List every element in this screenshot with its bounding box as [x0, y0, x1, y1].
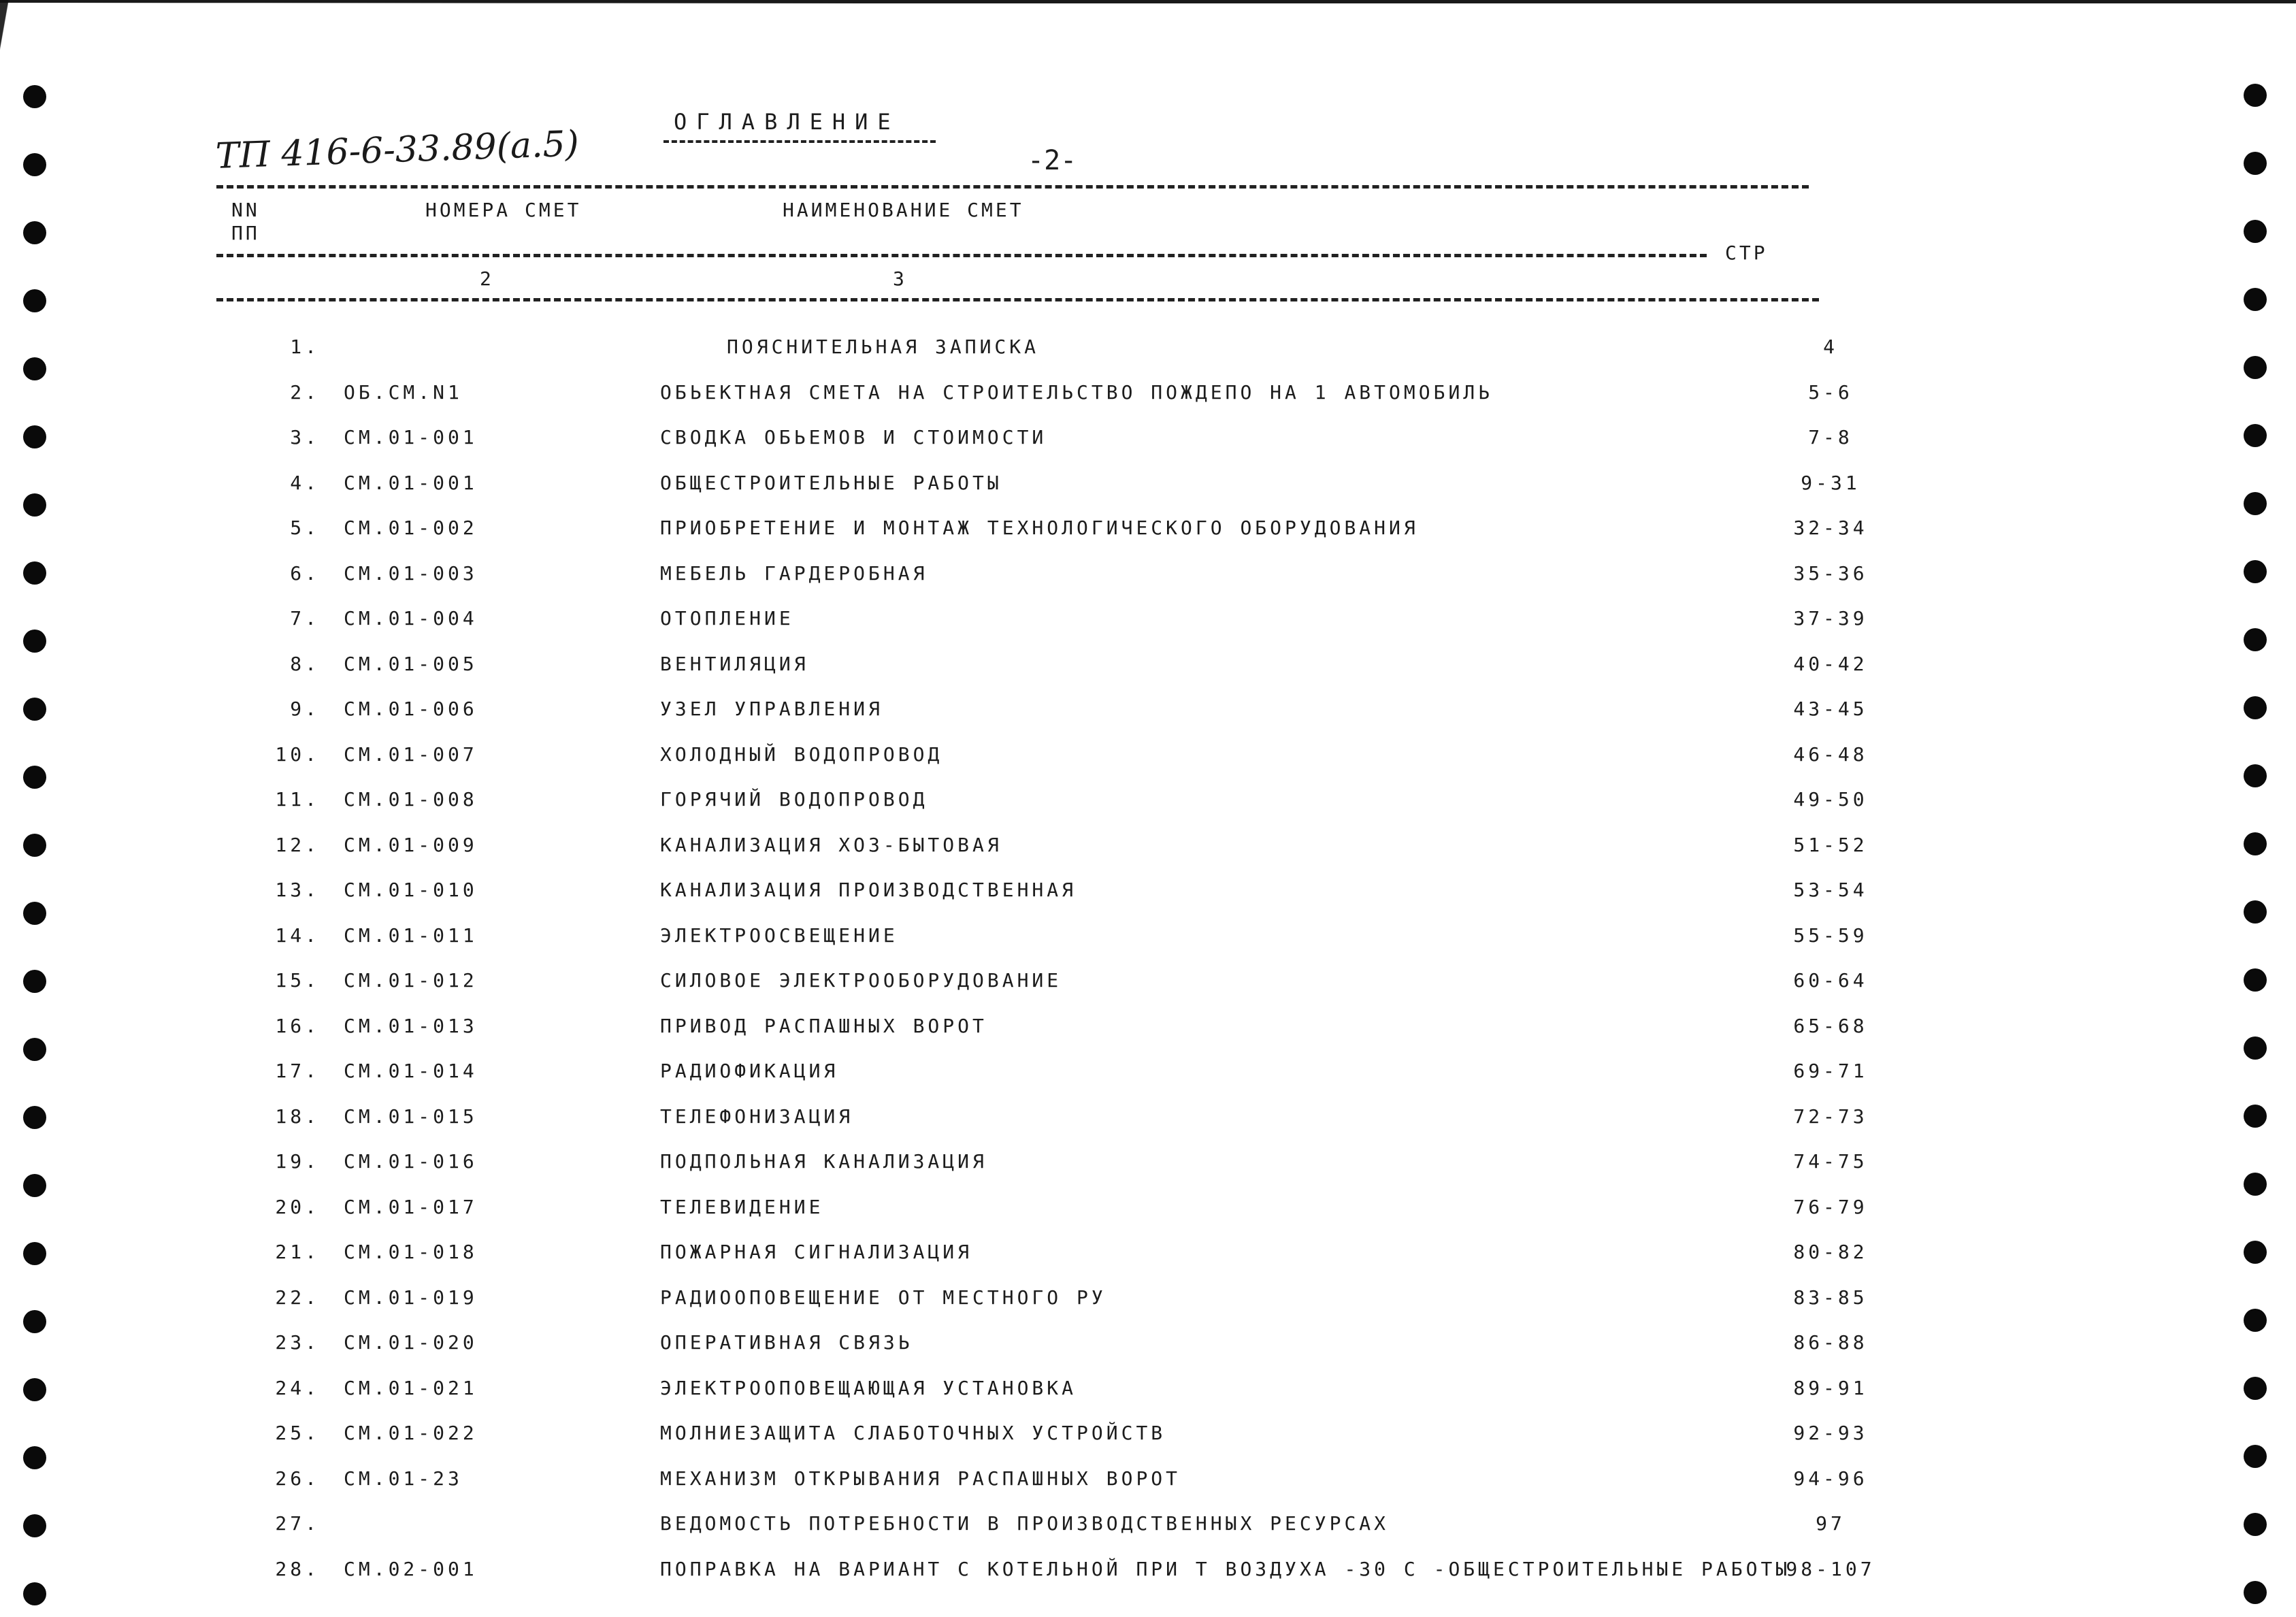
toc-row: [0, 1422, 2296, 1463]
estimate-title: ПОДПОЛЬНАЯ КАНАЛИЗАЦИЯ: [660, 1150, 987, 1173]
toc-row: [0, 653, 2296, 693]
row-number: 20.: [275, 1196, 320, 1218]
page-range: 37-39: [1793, 607, 1868, 630]
toc-row: [0, 381, 2296, 422]
row-number: 4.: [290, 472, 320, 494]
page-range: 35-36: [1793, 562, 1868, 585]
estimate-code: СМ.01-003: [344, 562, 478, 585]
estimate-code: СМ.01-011: [344, 924, 478, 947]
row-number: 12.: [275, 834, 320, 856]
row-number: 24.: [275, 1377, 320, 1399]
toc-row: [0, 517, 2296, 557]
perforation-hole: [2244, 288, 2267, 311]
page-range: 5-6: [1808, 381, 1853, 404]
perforation-hole: [23, 153, 46, 176]
row-number: 15.: [275, 969, 320, 992]
estimate-title: МОЛНИЕЗАЩИТА СЛАБОТОЧНЫХ УСТРОЙСТВ: [660, 1422, 1166, 1444]
row-number: 18.: [275, 1105, 320, 1128]
toc-row: [0, 698, 2296, 738]
page-range: 40-42: [1793, 653, 1868, 675]
perforation-hole: [2244, 152, 2267, 175]
estimate-title: ПОЖАРНАЯ СИГНАЛИЗАЦИЯ: [660, 1241, 973, 1263]
estimate-title: ГОРЯЧИЙ ВОДОПРОВОД: [660, 788, 928, 811]
row-number: 8.: [290, 653, 320, 675]
estimate-title: СИЛОВОЕ ЭЛЕКТРООБОРУДОВАНИЕ: [660, 969, 1062, 992]
row-number: 13.: [275, 879, 320, 901]
estimate-code: СМ.01-014: [344, 1060, 478, 1082]
column-header-codes: НОМЕРА СМЕТ: [425, 199, 582, 221]
estimate-code: СМ.01-022: [344, 1422, 478, 1444]
column-header-nn: NN: [231, 199, 260, 221]
page-range: 60-64: [1793, 969, 1868, 992]
toc-row: [0, 1331, 2296, 1372]
header-bottom-rule: [216, 298, 1819, 301]
estimate-title: ОБЬЕКТНАЯ СМЕТА НА СТРОИТЕЛЬСТВО ПОЖДЕПО НА 1 АВТОМОБИЛЬ: [660, 381, 1494, 404]
estimate-title: УЗЕЛ УПРАВЛЕНИЯ: [660, 698, 883, 720]
page-range: 4: [1823, 336, 1838, 358]
estimate-title: ЭЛЕКТРООСВЕЩЕНИЕ: [660, 924, 898, 947]
row-number: 7.: [290, 607, 320, 630]
toc-row: [0, 1241, 2296, 1281]
row-number: 16.: [275, 1015, 320, 1037]
page-range: 97: [1816, 1512, 1846, 1535]
estimate-code: СМ.01-020: [344, 1331, 478, 1354]
column-number-3: 3: [893, 267, 907, 290]
row-number: 27.: [275, 1512, 320, 1535]
row-number: 25.: [275, 1422, 320, 1444]
estimate-title: ТЕЛЕФОНИЗАЦИЯ: [660, 1105, 854, 1128]
page-range: 94-96: [1793, 1467, 1868, 1490]
toc-row: [0, 788, 2296, 829]
toc-row: [0, 336, 2296, 376]
estimate-code: СМ.01-012: [344, 969, 478, 992]
page-number: -2-: [1028, 145, 1077, 176]
estimate-code: СМ.01-015: [344, 1105, 478, 1128]
toc-row: [0, 562, 2296, 603]
estimate-code: СМ.01-007: [344, 743, 478, 766]
toc-row: [0, 743, 2296, 784]
estimate-code: СМ.01-013: [344, 1015, 478, 1037]
toc-row: [0, 924, 2296, 965]
estimate-title: МЕБЕЛЬ ГАРДЕРОБНАЯ: [660, 562, 928, 585]
estimate-title: ОБЩЕСТРОИТЕЛЬНЫЕ РАБОТЫ: [660, 472, 1002, 494]
page-range: 51-52: [1793, 834, 1868, 856]
estimate-title: КАНАЛИЗАЦИЯ ХОЗ-БЫТОВАЯ: [660, 834, 1002, 856]
toc-row: [0, 1105, 2296, 1146]
estimate-title: ОТОПЛЕНИЕ: [660, 607, 794, 630]
page-range: 83-85: [1793, 1286, 1868, 1309]
toc-row: [0, 879, 2296, 919]
row-number: 22.: [275, 1286, 320, 1309]
estimate-code: СМ.01-019: [344, 1286, 478, 1309]
estimate-code: СМ.01-004: [344, 607, 478, 630]
row-number: 3.: [290, 426, 320, 448]
estimate-code: СМ.01-002: [344, 517, 478, 539]
page-range: 65-68: [1793, 1015, 1868, 1037]
perforation-hole: [2244, 220, 2267, 243]
page-range: 74-75: [1793, 1150, 1868, 1173]
row-number: 11.: [275, 788, 320, 811]
estimate-code: СМ.01-017: [344, 1196, 478, 1218]
page-range: 69-71: [1793, 1060, 1868, 1082]
estimate-code: СМ.01-008: [344, 788, 478, 811]
toc-row: [0, 1286, 2296, 1327]
page-title: ОГЛАВЛЕНИЕ: [674, 109, 900, 135]
row-number: 21.: [275, 1241, 320, 1263]
row-number: 23.: [275, 1331, 320, 1354]
estimate-title: РАДИООПОВЕЩЕНИЕ ОТ МЕСТНОГО РУ: [660, 1286, 1106, 1309]
estimate-title: ХОЛОДНЫЙ ВОДОПРОВОД: [660, 743, 943, 766]
estimate-title: ТЕЛЕВИДЕНИЕ: [660, 1196, 824, 1218]
column-header-pp: ПП: [231, 222, 260, 244]
page-range: 49-50: [1793, 788, 1868, 811]
toc-row: [0, 1196, 2296, 1237]
toc-row: [0, 1467, 2296, 1508]
estimate-title: СВОДКА ОБЬЕМОВ И СТОИМОСТИ: [660, 426, 1047, 448]
estimate-code: СМ.01-016: [344, 1150, 478, 1173]
row-number: 9.: [290, 698, 320, 720]
estimate-code: СМ.01-009: [344, 834, 478, 856]
row-number: 2.: [290, 381, 320, 404]
row-number: 10.: [275, 743, 320, 766]
estimate-title: ПРИОБРЕТЕНИЕ И МОНТАЖ ТЕХНОЛОГИЧЕСКОГО ОБОРУДОВАНИЯ: [660, 517, 1419, 539]
page-range: 89-91: [1793, 1377, 1868, 1399]
estimate-code: СМ.01-001: [344, 472, 478, 494]
estimate-code: СМ.01-23: [344, 1467, 463, 1490]
page-range: 53-54: [1793, 879, 1868, 901]
row-number: 28.: [275, 1558, 320, 1580]
row-number: 26.: [275, 1467, 320, 1490]
estimate-code: СМ.02-001: [344, 1558, 478, 1580]
toc-row: [0, 1558, 2296, 1599]
column-number-2: 2: [480, 267, 494, 290]
row-number: 17.: [275, 1060, 320, 1082]
column-header-pages: СТР: [1725, 242, 1768, 264]
estimate-code: СМ.01-001: [344, 426, 478, 448]
paper-top-edge: [0, 0, 2296, 11]
page-range: 32-34: [1793, 517, 1868, 539]
toc-row: [0, 1015, 2296, 1056]
estimate-code: СМ.01-006: [344, 698, 478, 720]
page-range: 92-93: [1793, 1422, 1868, 1444]
estimate-code: СМ.01-010: [344, 879, 478, 901]
estimate-code: СМ.01-018: [344, 1241, 478, 1263]
toc-row: [0, 607, 2296, 648]
toc-row: [0, 472, 2296, 512]
header-middle-rule: [216, 254, 1707, 257]
estimate-title: ОПЕРАТИВНАЯ СВЯЗЬ: [660, 1331, 913, 1354]
toc-row: [0, 1377, 2296, 1418]
estimate-title: ВЕДОМОСТЬ ПОТРЕБНОСТИ В ПРОИЗВОДСТВЕННЫХ РЕСУРСАХ: [660, 1512, 1390, 1535]
toc-row: [0, 834, 2296, 875]
page-range: 46-48: [1793, 743, 1868, 766]
perforation-hole: [23, 85, 46, 108]
estimate-title: ПОПРАВКА НА ВАРИАНТ С КОТЕЛЬНОЙ ПРИ Т ВОЗДУХА -30 С -ОБЩЕСТРОИТЕЛЬНЫЕ РАБОТЫ: [660, 1558, 1791, 1580]
page-range: 72-73: [1793, 1105, 1868, 1128]
toc-row: [0, 1512, 2296, 1553]
page-range: 98-107: [1786, 1558, 1875, 1580]
estimate-title: ПРИВОД РАСПАШНЫХ ВОРОТ: [660, 1015, 987, 1037]
toc-row: [0, 1060, 2296, 1100]
title-underline: [663, 140, 936, 143]
row-number: 14.: [275, 924, 320, 947]
page-range: 76-79: [1793, 1196, 1868, 1218]
row-number: 19.: [275, 1150, 320, 1173]
header-top-rule: [216, 185, 1809, 189]
estimate-code: СМ.01-005: [344, 653, 478, 675]
estimate-title: ЭЛЕКТРООПОВЕЩАЮЩАЯ УСТАНОВКА: [660, 1377, 1077, 1399]
row-number: 1.: [290, 336, 320, 358]
estimate-code: ОБ.СМ.N1: [344, 381, 463, 404]
page-range: 9-31: [1801, 472, 1860, 494]
estimate-title: ПОЯСНИТЕЛЬНАЯ ЗАПИСКА: [727, 336, 1040, 358]
estimate-title: МЕХАНИЗМ ОТКРЫВАНИЯ РАСПАШНЫХ ВОРОТ: [660, 1467, 1181, 1490]
toc-row: [0, 426, 2296, 467]
perforation-hole: [23, 289, 46, 312]
row-number: 6.: [290, 562, 320, 585]
column-header-names: НАИМЕНОВАНИЕ СМЕТ: [783, 199, 1024, 221]
page-range: 86-88: [1793, 1331, 1868, 1354]
estimate-title: РАДИОФИКАЦИЯ: [660, 1060, 839, 1082]
estimate-title: ВЕНТИЛЯЦИЯ: [660, 653, 809, 675]
estimate-title: КАНАЛИЗАЦИЯ ПРОИЗВОДСТВЕННАЯ: [660, 879, 1077, 901]
perforation-hole: [23, 221, 46, 244]
page-range: 55-59: [1793, 924, 1868, 947]
toc-row: [0, 969, 2296, 1010]
handwritten-document-code: ТП 416-6-33.89(а.5): [214, 123, 580, 177]
perforation-hole: [2244, 84, 2267, 107]
page-range: 80-82: [1793, 1241, 1868, 1263]
page-range: 43-45: [1793, 698, 1868, 720]
toc-row: [0, 1150, 2296, 1191]
estimate-code: СМ.01-021: [344, 1377, 478, 1399]
row-number: 5.: [290, 517, 320, 539]
page-range: 7-8: [1808, 426, 1853, 448]
